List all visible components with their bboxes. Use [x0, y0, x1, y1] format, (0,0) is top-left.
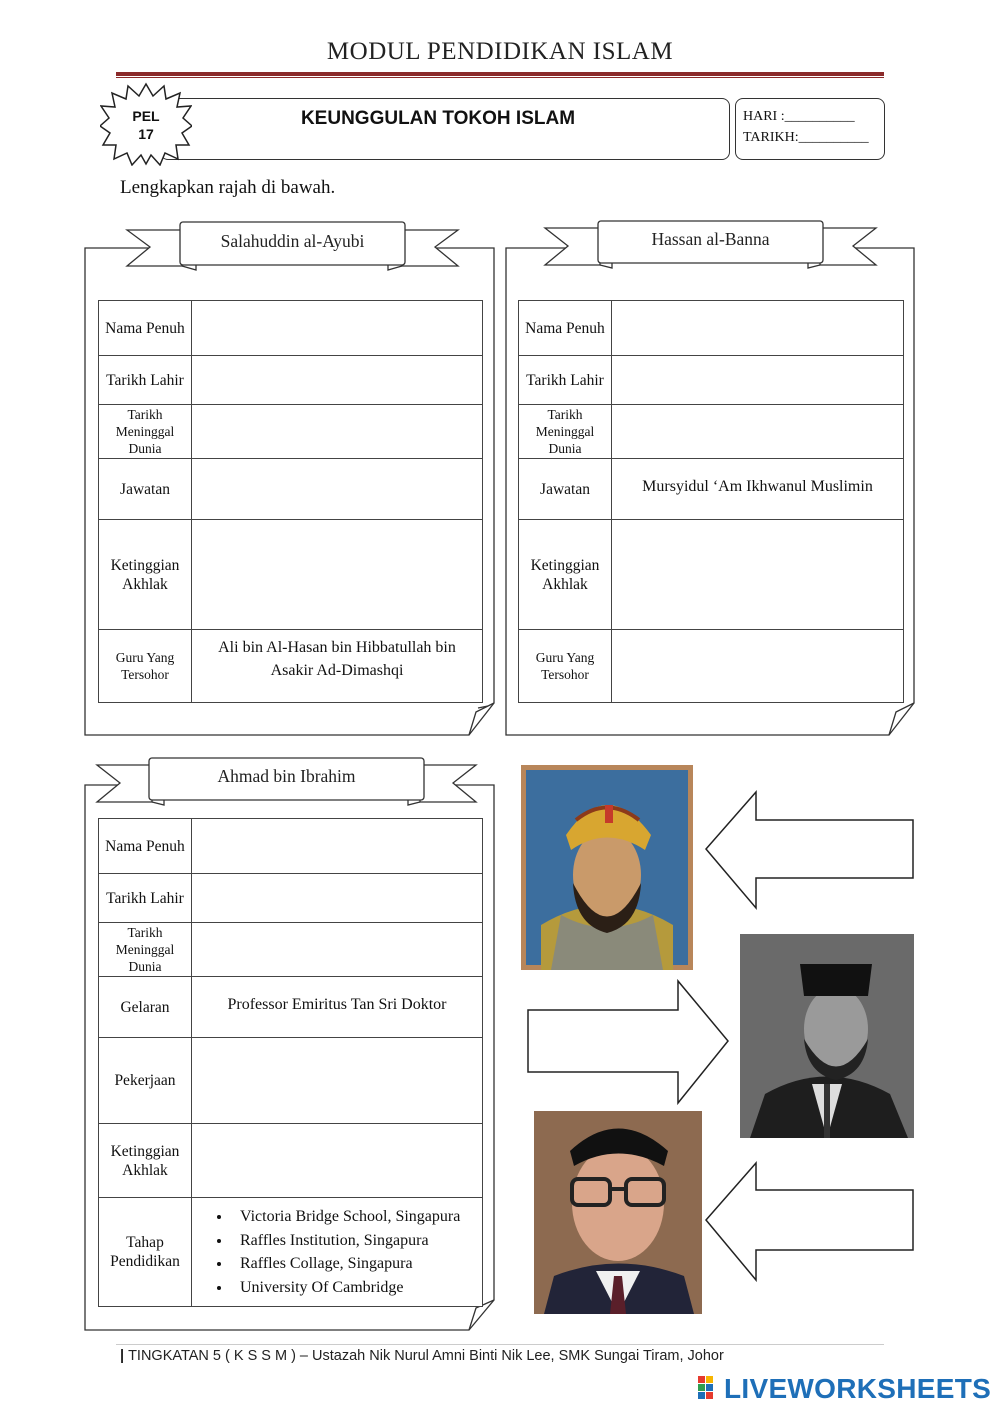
answer-field[interactable]: [612, 520, 904, 630]
label-tarikh-meninggal: Tarikh Meninggal Dunia: [519, 405, 612, 459]
table-row: [99, 1198, 483, 1307]
label-ketinggian-akhlak: Ketinggian Akhlak: [519, 520, 612, 630]
footer: [120, 1348, 724, 1364]
answer-field[interactable]: [192, 819, 483, 874]
list-item: • Victoria Bridge School, Singapura: [232, 1205, 482, 1229]
education-cell: [192, 1198, 483, 1307]
liveworksheets-logo-icon: [698, 1376, 722, 1402]
table-row: [519, 630, 904, 703]
lesson-title: KEUNGGULAN TOKOH ISLAM: [300, 108, 576, 129]
name-salahuddin: Salahuddin al-Ayubi: [220, 231, 365, 251]
answer-field[interactable]: [192, 405, 483, 459]
pel-label: PEL: [132, 108, 160, 124]
table-row: [99, 459, 483, 520]
tarikh-field[interactable]: TARIKH:__________: [743, 130, 869, 145]
label-nama-penuh: Nama Penuh: [99, 819, 192, 874]
label-gelaran: Gelaran: [99, 977, 192, 1038]
value-jawatan-hassan: Mursyidul ‘Am Ikhwanul Muslimin: [612, 459, 904, 520]
arrow-right-middle: [528, 981, 728, 1103]
table-salahuddin: [98, 300, 483, 703]
table-row: [519, 356, 904, 405]
arrow-left-bottom: [706, 1163, 913, 1280]
answer-field[interactable]: [612, 405, 904, 459]
list-item: • University Of Cambridge: [232, 1276, 482, 1300]
portrait-hassan[interactable]: [740, 934, 914, 1138]
label-guru: Guru Yang Tersohor: [99, 630, 192, 703]
answer-field[interactable]: [612, 301, 904, 356]
footer-bar: |: [120, 1348, 125, 1364]
pel-number: 17: [138, 126, 154, 142]
list-item: • Raffles Institution, Singapura: [232, 1229, 482, 1253]
label-guru: Guru Yang Tersohor: [519, 630, 612, 703]
table-hassan: [518, 300, 904, 703]
label-tarikh-lahir: Tarikh Lahir: [519, 356, 612, 405]
education-list: [192, 1205, 482, 1299]
table-row: [99, 1124, 483, 1198]
answer-field[interactable]: [192, 923, 483, 977]
label-nama-penuh: Nama Penuh: [519, 301, 612, 356]
label-ketinggian-akhlak: Ketinggian Akhlak: [99, 520, 192, 630]
table-row: [99, 874, 483, 923]
module-title: MODUL PENDIDIKAN ISLAM: [326, 38, 674, 65]
table-ahmad: [98, 818, 483, 1307]
label-nama-penuh: Nama Penuh: [99, 301, 192, 356]
table-row: [519, 520, 904, 630]
table-row: [99, 301, 483, 356]
table-row: [99, 1038, 483, 1124]
label-jawatan: Jawatan: [519, 459, 612, 520]
answer-field[interactable]: [612, 630, 904, 703]
answer-field[interactable]: [612, 356, 904, 405]
label-pekerjaan: Pekerjaan: [99, 1038, 192, 1124]
answer-field[interactable]: [192, 459, 483, 520]
label-tarikh-lahir: Tarikh Lahir: [99, 874, 192, 923]
arrow-left-top: [706, 792, 913, 908]
value-gelaran-ahmad: Professor Emiritus Tan Sri Doktor: [192, 977, 483, 1038]
label-ketinggian-akhlak: Ketinggian Akhlak: [99, 1124, 192, 1198]
table-row: [99, 520, 483, 630]
footer-rule: [116, 1344, 884, 1345]
label-jawatan: Jawatan: [99, 459, 192, 520]
portrait-salahuddin[interactable]: [521, 765, 693, 970]
portrait-ahmad[interactable]: [534, 1111, 702, 1314]
footer-text: TINGKATAN 5 ( K S S M ) – Ustazah Nik Nurul Amni Binti Nik Lee, SMK Sungai Tiram, Johor: [128, 1348, 724, 1364]
table-row: [99, 356, 483, 405]
list-item: • Raffles Collage, Singapura: [232, 1252, 482, 1276]
answer-field[interactable]: [192, 1038, 483, 1124]
answer-field[interactable]: [192, 1124, 483, 1198]
name-ahmad: Ahmad bin Ibrahim: [217, 766, 356, 786]
label-tarikh-meninggal: Tarikh Meninggal Dunia: [99, 923, 192, 977]
answer-field[interactable]: [192, 301, 483, 356]
answer-field[interactable]: [192, 874, 483, 923]
table-row: [99, 630, 483, 703]
label-tahap-pendidikan: Tahap Pendidikan: [99, 1198, 192, 1307]
value-guru-salahuddin: Ali bin Al-Hasan bin Hibbatullah bin Asakir Ad-Dimashqi: [192, 630, 483, 703]
label-tarikh-meninggal: Tarikh Meninggal Dunia: [99, 405, 192, 459]
table-row: [99, 405, 483, 459]
table-row: [99, 923, 483, 977]
label-tarikh-lahir: Tarikh Lahir: [99, 356, 192, 405]
liveworksheets-brand[interactable]: LIVEWORKSHEETS: [724, 1373, 992, 1404]
instruction: Lengkapkan rajah di bawah.: [120, 177, 336, 198]
table-row: [519, 405, 904, 459]
table-row: [519, 459, 904, 520]
name-hassan: Hassan al-Banna: [651, 229, 770, 249]
table-row: [99, 819, 483, 874]
answer-field[interactable]: [192, 520, 483, 630]
hari-field[interactable]: HARI :__________: [743, 109, 855, 124]
table-row: [99, 977, 483, 1038]
answer-field[interactable]: [192, 356, 483, 405]
table-row: [519, 301, 904, 356]
